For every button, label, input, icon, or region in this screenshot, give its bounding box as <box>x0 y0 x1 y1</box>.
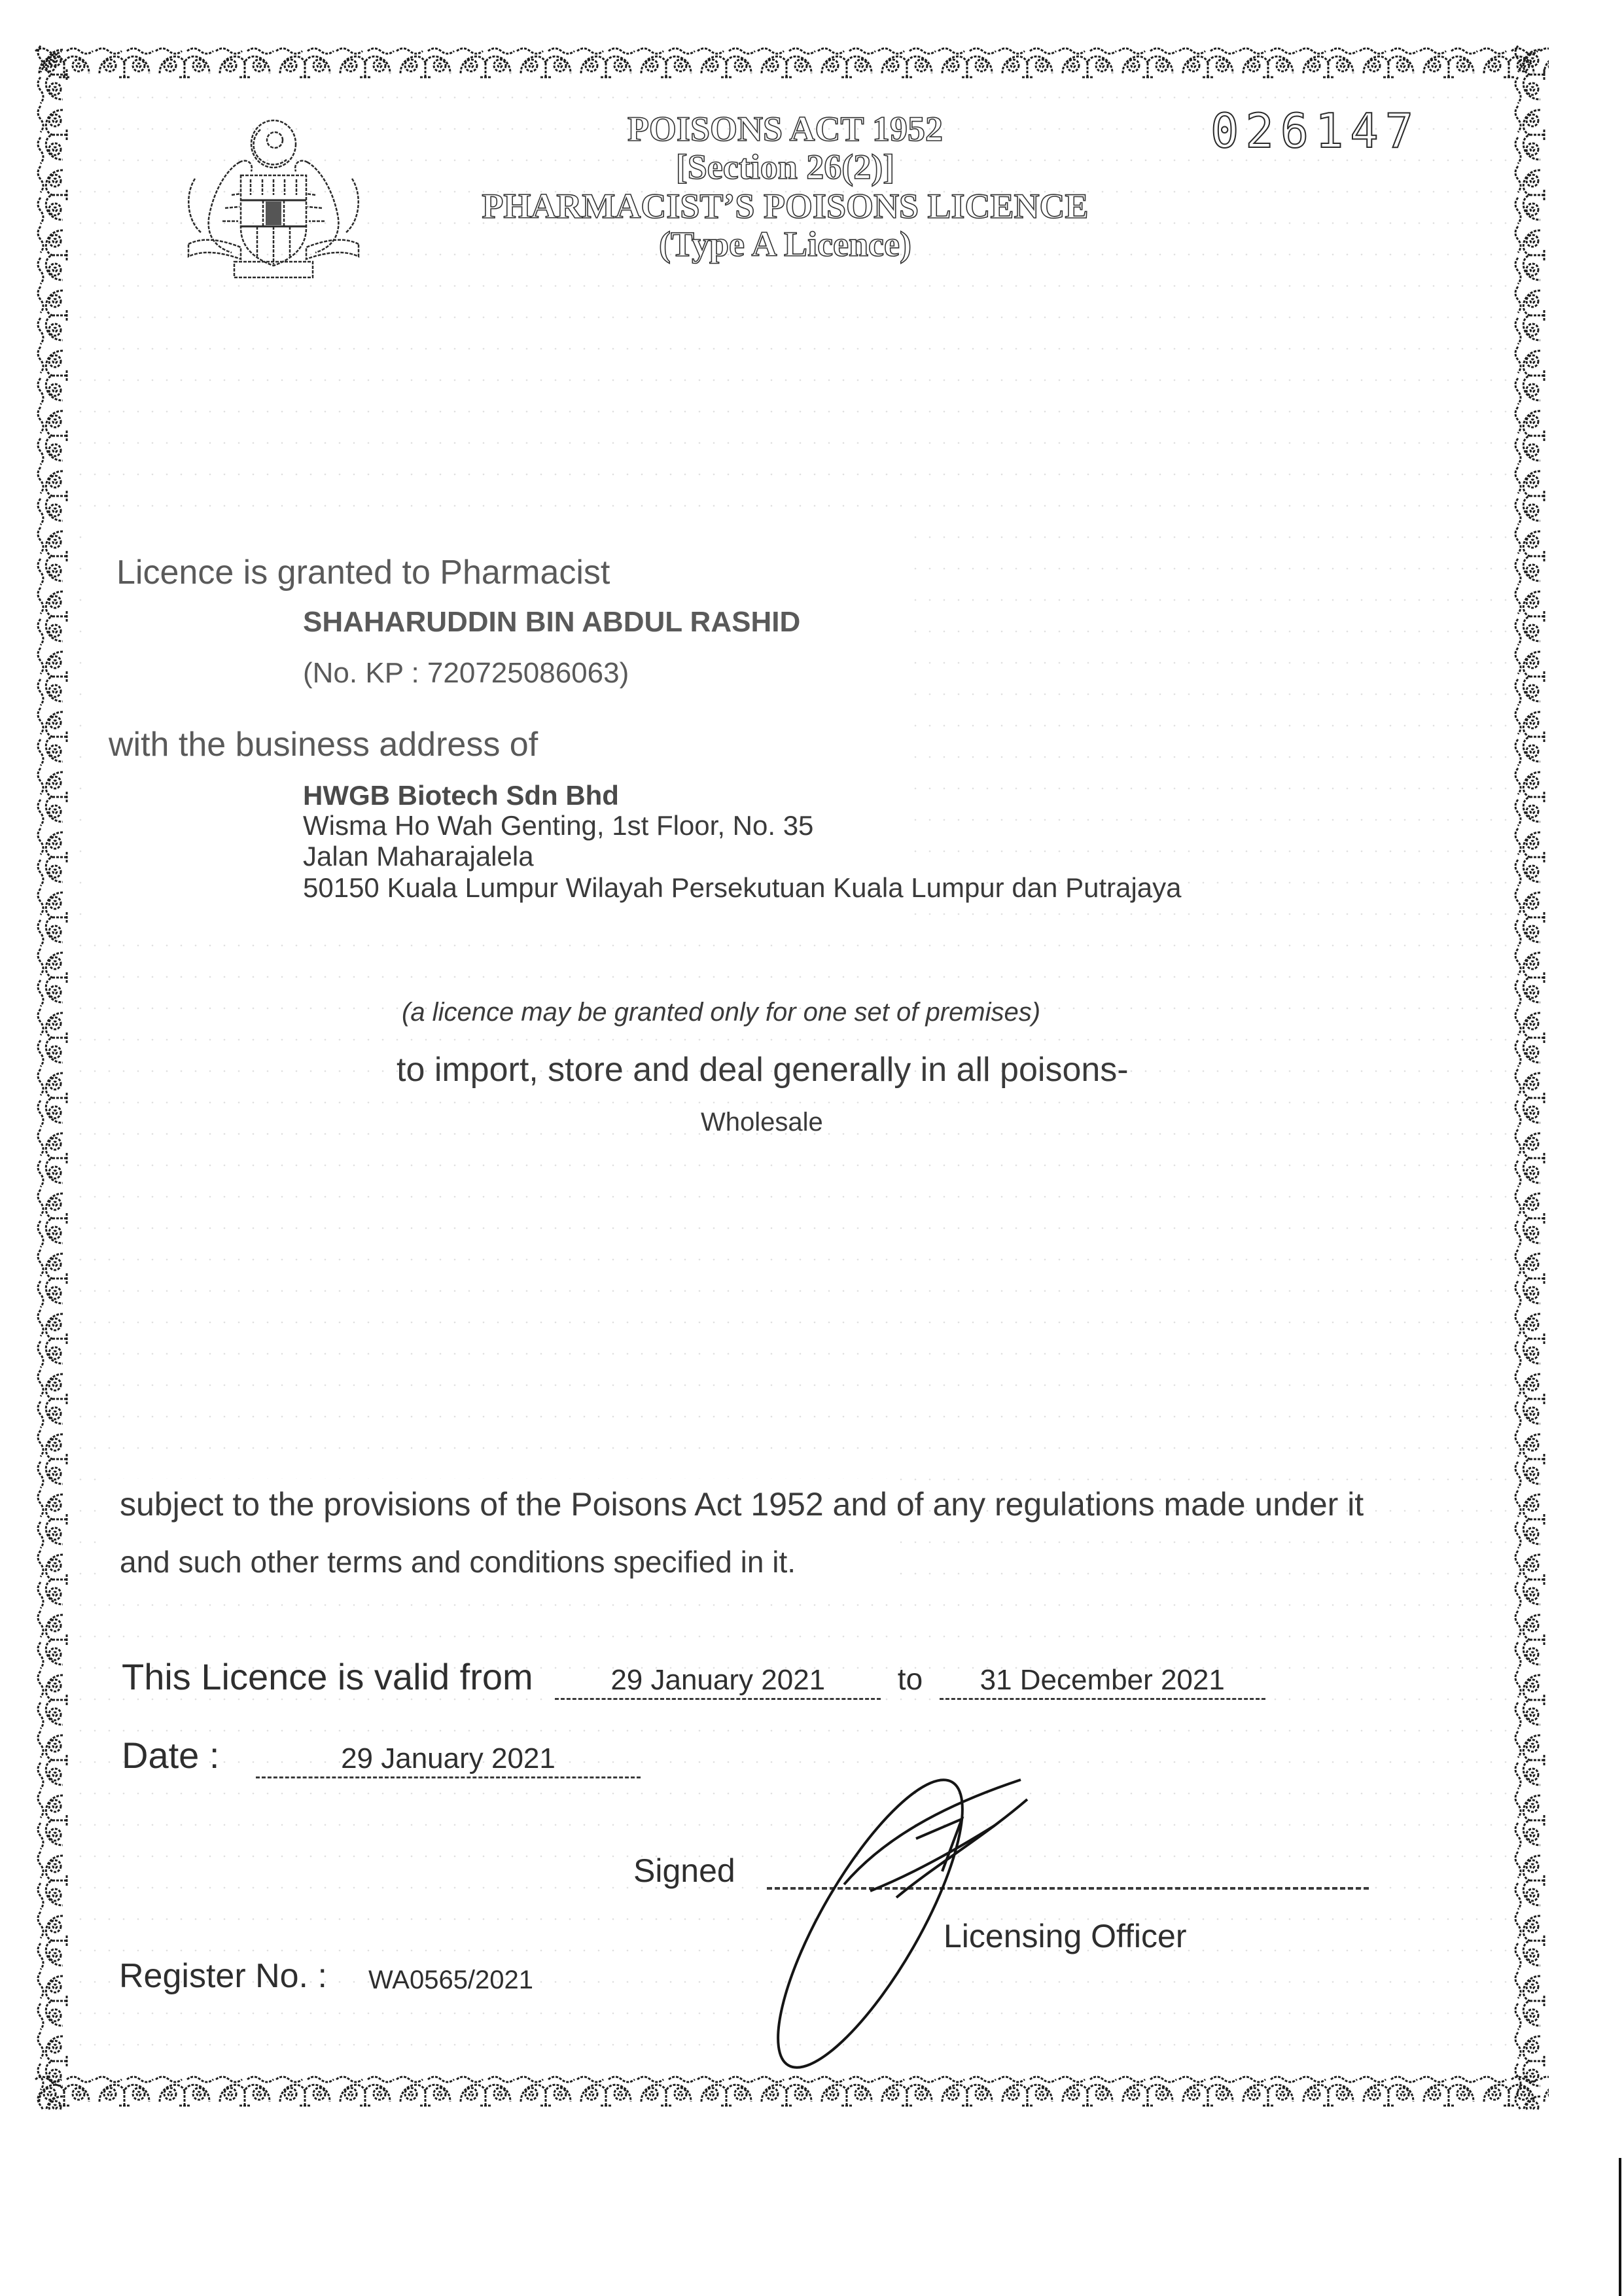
border-top <box>34 44 1549 82</box>
border-right <box>1511 44 1549 2110</box>
address-line: Wisma Ho Wah Genting, 1st Floor, No. 35 <box>303 810 814 841</box>
malaysia-coat-of-arms-icon <box>169 116 378 280</box>
issue-date: 29 January 2021 <box>256 1742 641 1778</box>
address-line: Jalan Maharajalela <box>303 841 534 872</box>
conditions-line-1: subject to the provisions of the Poisons Act 1952 and of any regulations made under it <box>120 1486 1364 1523</box>
act-heading: POISONS ACT 1952 <box>627 109 944 149</box>
address-line: 50150 Kuala Lumpur Wilayah Persekutuan Kuala Lumpur dan Putrajaya <box>303 872 1182 903</box>
date-label: Date : <box>122 1735 220 1776</box>
licensing-officer-label: Licensing Officer <box>944 1918 1187 1954</box>
conditions-line-2: and such other terms and conditions specified in it. <box>120 1545 796 1579</box>
licence-scope: to import, store and deal generally in all poisons- <box>397 1051 1129 1089</box>
grantee-intro: Licence is granted to Pharmacist <box>116 554 610 592</box>
pharmacist-id: (No. KP : 720725086063) <box>303 657 629 689</box>
pharmacist-name: SHAHARUDDIN BIN ABDUL RASHID <box>303 606 801 638</box>
section-heading: [Section 26(2)] <box>675 147 895 186</box>
register-number: WA0565/2021 <box>368 1966 534 1994</box>
signed-label: Signed <box>633 1852 735 1889</box>
date-row <box>122 1734 641 1778</box>
business-intro: with the business address of <box>109 726 538 764</box>
licence-title: PHARMACIST’S POISONS LICENCE <box>482 186 1089 226</box>
border-left <box>34 44 71 2110</box>
valid-to-date: 31 December 2021 <box>940 1664 1265 1700</box>
validity-to-label: to <box>897 1662 923 1696</box>
scan-edge-line <box>1619 2158 1621 2296</box>
licence-type: (Type A Licence) <box>659 224 911 264</box>
validity-label: This Licence is valid from <box>122 1656 533 1697</box>
register-label: Register No. : <box>119 1957 327 1995</box>
premises-note: (a licence may be granted only for one set of premises) <box>402 998 1041 1027</box>
serial-number: 026147 <box>1210 103 1421 158</box>
company-name: HWGB Biotech Sdn Bhd <box>303 780 619 811</box>
handwritten-signature-icon <box>746 1727 1060 2081</box>
licence-category: Wholesale <box>701 1108 823 1137</box>
validity-row <box>122 1655 1265 1700</box>
valid-from-date: 29 January 2021 <box>555 1664 881 1700</box>
